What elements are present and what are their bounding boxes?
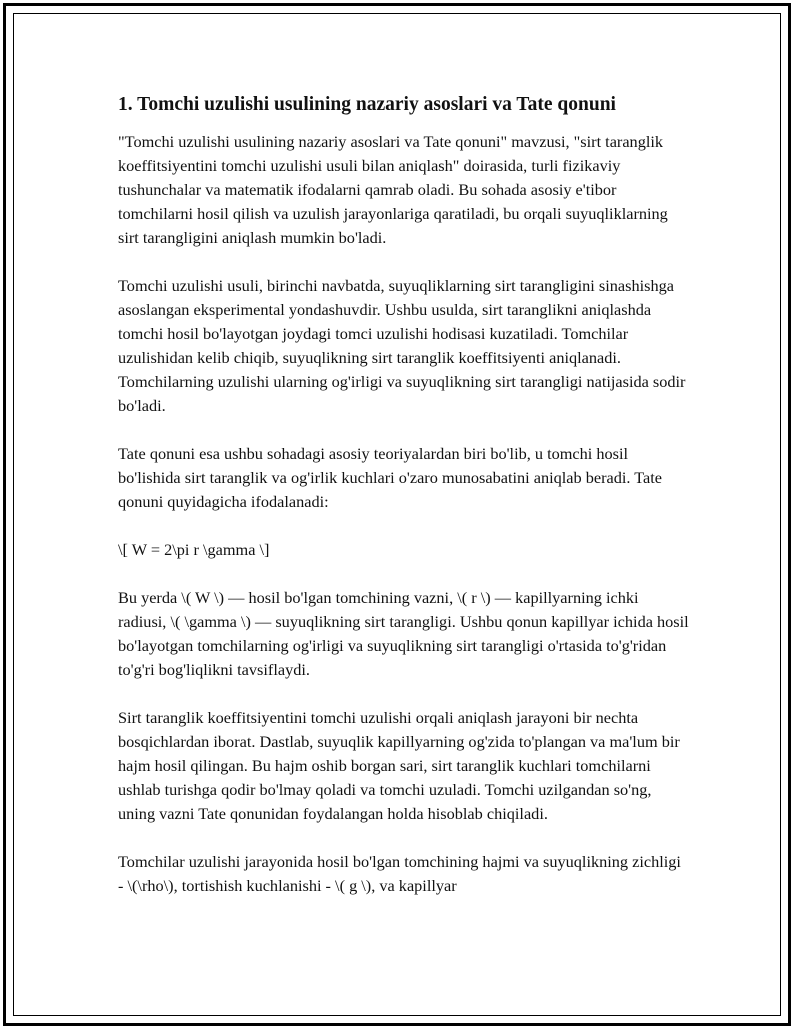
paragraph-variables: Bu yerda \( W \) — hosil bo'lgan tomchining vazni, \( r \) — kapillyarning ichki radiusi, \( \gamma \) — suyuqlikning sirt tarangligi. Ushbu qonun kapillyar ichida hosil bo'layotgan tomchilarning og'irligi va suyuqlikning sirt tarangligi o'rtasida to'g'ridan to'g'ri bog'liqlikni tavsiflaydi. bbox=[118, 588, 689, 679]
paragraph-method: Tomchi uzulishi usuli, birinchi navbatda, suyuqliklarning sirt tarangligini sinashishga asoslangan eksperimental yondashuvdir. Ushbu usulda, sirt taranglikni aniqlashda tomchi hosil bo'layotgan joydagi tomci uzulishi hodisasi kuzatiladi. Tomchilar uzulishidan kelib chiqib, suyuqlikning sirt taranglik koeffitsiyenti aniqlanadi. Tomchilarning uzulishi ularning og'irligi va suyuqlikning sirt tarangligi natijasida sodir bo'ladi. bbox=[118, 276, 686, 415]
paragraph-tate-law: Tate qonuni esa ushbu sohadagi asosiy teoriyalardan biri bo'lib, u tomchi hosil bo'lishida sirt taranglik va og'irlik kuchlari o'zaro munosabatini aniqlab beradi. Tate qonuni quyidagicha ifodalanadi: bbox=[118, 444, 663, 511]
paragraph-intro: "Tomchi uzulishi usulining nazariy asoslari va Tate qonuni" mavzusi, "sirt taranglik koeffitsiyentini tomchi uzulishi usuli bilan aniqlash" doirasida, turli fizikaviy tushunchalar va matematik ifodalarni qamrab oladi. Bu sohada asosiy e'tibor tomchilarni hosil qilish va uzulish jarayonlariga qaratiladi, bu orqali suyuqliklarning sirt tarangligini aniqlash mumkin bo'ladi. bbox=[118, 132, 668, 247]
formula-line: \[ W = 2\pi r \gamma \] bbox=[118, 540, 270, 559]
paragraph-continuation: Tomchilar uzulishi jarayonida hosil bo'lgan tomchining hajmi va suyuqlikning zichligi - \(\rho\), tortishish kuchlanishi - \( g \), va kapillyar bbox=[118, 852, 681, 895]
section-heading: 1. Tomchi uzulishi usulining nazariy asoslari va Tate qonuni bbox=[118, 94, 616, 115]
document-body bbox=[118, 92, 690, 898]
paragraph-process: Sirt taranglik koeffitsiyentini tomchi uzulishi orqali aniqlash jarayoni bir nechta bosqichlardan iborat. Dastlab, suyuqlik kapillyarning og'zida to'plangan va ma'lum bir hajm hosil qilingan. Bu hajm oshib borgan sari, sirt taranglik kuchlari tomchilarni ushlab turishga qodir bo'lmay qoladi va tomchi uzuladi. Tomchi uzilgandan so'ng, uning vazni Tate qonunidan foydalangan holda hisoblab chiqiladi. bbox=[118, 708, 680, 823]
